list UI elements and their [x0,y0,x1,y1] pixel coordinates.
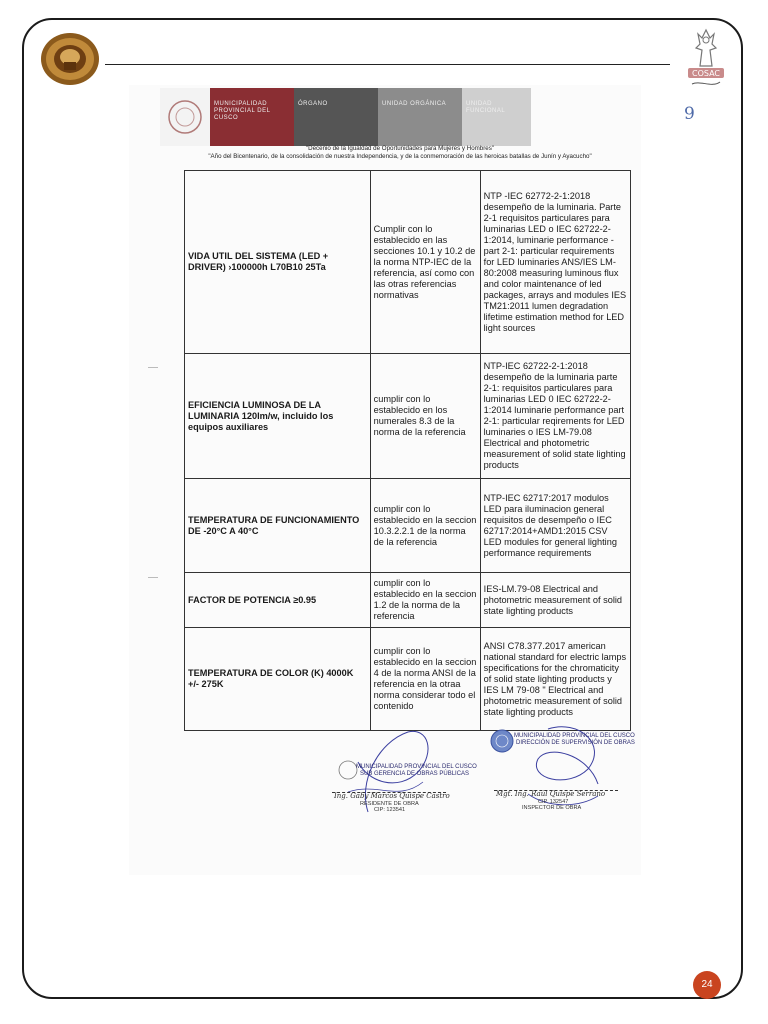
handwritten-page-mark: 9 [684,104,695,124]
signer-left-cip: CIP: 123541 [374,807,406,813]
table-row [185,628,631,731]
requirement-cell: Cumplir con lo establecido en las secciones 10.1 y 10.2 de la norma NTP-IEC de la referencia, así como con las otras referencias normativas [370,171,480,354]
stamp-right-org: MUNICIPALIDAD PROVINCIAL DEL CUSCO [514,733,635,739]
header-cell-municipality: MUNICIPALIDAD PROVINCIAL DEL CUSCO [210,88,294,146]
norm-cell: NTP-IEC 62717:2017 modulos LED para iluminacion general requisitos de desempeño o IEC 62717:2014+AMD1:2015 CSV LED modules for general lighting performance requirements [480,479,630,573]
param-cell: FACTOR DE POTENCIA ≥0.95 [185,573,371,628]
table-row [185,354,631,479]
stamp-left-org: MUNICIPALIDAD PROVINCIAL DEL CUSCO [356,764,477,770]
margin-mark [148,577,158,578]
norm-cell: ANSI C78.377.2017 american national standard for electric lamps specifications for the chromaticity of solid state lighting products y IES LM 79-08 " Electrical and photometric measurement of solid state lighting products [480,628,630,731]
param-cell: TEMPERATURA DE COLOR (K) 4000K +/- 275K [185,628,371,731]
table-row [185,573,631,628]
header-rule [105,64,670,65]
header-cell-unit: UNIDAD ORGÁNICA [378,88,462,146]
municipal-seal-icon [160,88,210,146]
requirement-cell: cumplir con lo establecido en la seccion 4 de la norma ANSI de la referencia en la otraa norma considerar todo el contenido [370,628,480,731]
margin-mark [148,367,158,368]
signer-left-name: Ing. Gaby Marcos Quispe Castro [334,792,450,800]
table-row [185,479,631,573]
norm-cell: NTP-IEC 62722-2-1:2018 desempeño de la luminaria parte 2-1: requisitos particulares para luminarias LED 0 IEC 62722-2-1:2014 luminarie performance part 2-1: particular reqirements for LED luminaries o IES LM-79.08 Electrical and photometric measurement of solid state lighting products [480,354,630,479]
table-row [185,171,631,354]
cosac-logo-icon [676,26,736,94]
signer-right-role: INSPECTOR DE OBRA [522,805,582,811]
header-cell-organ: ÓRGANO [294,88,378,146]
specifications-table [184,170,631,731]
requirement-cell: cumplir con lo establecido en la seccion 10.3.2.2.1 de la norma de la referencia [370,479,480,573]
institution-header [160,88,531,146]
slogan-bicentennial: "Año del Bicentenario, de la consolidación de nuestra Independencia, y de la conmemoración de las heroicas batallas de Junín y Ayacucho" [208,153,592,160]
page-number-badge: 24 [693,971,721,999]
requirement-cell: cumplir con lo establecido en la seccion 1.2 de la norma de la referencia [370,573,480,628]
header-cell-functional-unit: UNIDAD FUNCIONAL [462,88,531,146]
signer-right-cip: CIP. 132547 [538,799,569,805]
signer-right-name: Mgt. Ing. Raúl Quispe Serrano [496,790,606,798]
signer-left-role: RESIDENTE DE OBRA [360,801,419,807]
svg-text:COSAC: COSAC [691,69,721,78]
cusco-emblem-icon [40,32,100,86]
param-cell: VIDA UTIL DEL SISTEMA (LED + DRIVER) ›100000h L70B10 25Ta [185,171,371,354]
stamp-right-suborg: DIRECCIÓN DE SUPERVISIÓN DE OBRAS [516,740,635,746]
param-cell: TEMPERATURA DE FUNCIONAMIENTO DE -20°C A 40°C [185,479,371,573]
param-cell: EFICIENCIA LUMINOSA DE LA LUMINARIA 120lm/w, incluido los equipos auxiliares [185,354,371,479]
stamp-left-suborg: SUB GERENCIA DE OBRAS PÚBLICAS [360,771,470,777]
requirement-cell: cumplir con lo establecido en los numerales 8.3 de la norma de la referencia [370,354,480,479]
slogan-decade: "Decenio de la Igualdad de Oportunidades para Mujeres y Hombres" [305,145,495,152]
norm-cell: NTP -IEC 62772-2-1:2018 desempeño de la luminaria. Parte 2-1 requisitos particulares para luminarias LED o IEC 62722-2-1:2014, luminarie performance - part 2-1: particular requirements for LED luminaries ANS/IES LM-80:2008 measuring luminous flux and color maintenance of led packages, arrays and modules IES TM21:2011 lumen degradation lifetime estimation method for LED light sources [480,171,630,354]
norm-cell: IES-LM.79-08 Electrical and photometric measurement of solid state lighting products [480,573,630,628]
